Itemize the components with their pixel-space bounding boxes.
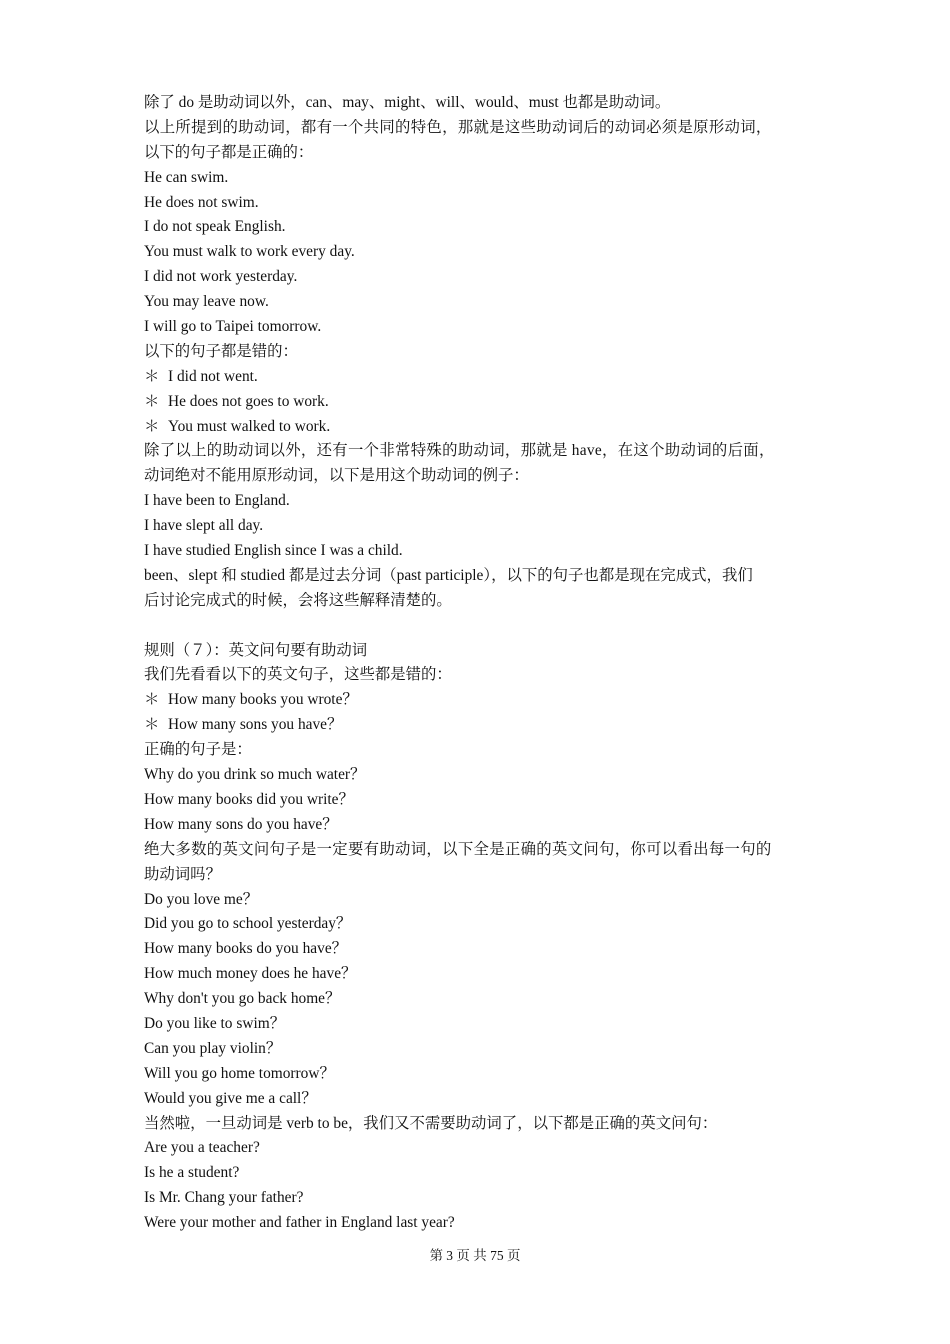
blank-line (144, 614, 812, 639)
example-sentence: Do you love me？ (144, 890, 259, 908)
example-sentence: Did you go to school yesterday？ (144, 915, 352, 933)
example-sentence: You may leave now. (144, 293, 269, 311)
document-body (144, 91, 812, 1236)
example-sentence: Why don't you go back home？ (144, 990, 341, 1008)
example-sentence: Would you give me a call？ (144, 1089, 317, 1107)
example-sentence: He can swim. (144, 168, 229, 186)
wrong-example (144, 713, 812, 738)
example-sentence: I did not work yesterday. (144, 268, 298, 286)
wrong-example (144, 390, 812, 415)
example-sentence: He does not swim. (144, 193, 259, 211)
text-line: 助动词吗？ (144, 865, 221, 883)
example-sentence: Will you go home tomorrow？ (144, 1064, 335, 1082)
example-sentence: I have slept all day. (144, 517, 264, 535)
example-sentence: How many books do you have？ (144, 940, 348, 958)
text-line: 以下的句子都是正确的： (144, 143, 314, 161)
asterisk-icon: ＊ (144, 691, 160, 709)
asterisk-icon: ＊ (144, 716, 160, 734)
section-heading: 规则（７）：英文问句要有助动词 (144, 641, 368, 659)
text-line: been、slept 和 studied 都是过去分词（past participle），以下的句子也都是现在完成式，我们 (144, 566, 753, 584)
wrong-example (144, 415, 812, 440)
example-sentence: Is Mr. Chang your father? (144, 1189, 304, 1207)
example-sentence: You must walk to work every day. (144, 243, 355, 261)
text-line: 绝大多数的英文问句子是一定要有助动词，以下全是正确的英文问句，你可以看出每一句的 (144, 840, 772, 858)
example-sentence: I have studied English since I was a child. (144, 542, 403, 560)
example-sentence: I have been to England. (144, 492, 290, 510)
wrong-sentence: You must walked to work. (168, 417, 331, 435)
text-line: 以上所提到的助动词，都有一个共同的特色，那就是这些助动词后的动词必须是原形动词， (144, 118, 772, 136)
example-sentence: How many sons do you have？ (144, 815, 338, 833)
asterisk-icon: ＊ (144, 367, 160, 385)
wrong-example (144, 365, 812, 390)
text-line: 以下的句子都是错的： (144, 342, 298, 360)
example-sentence: I do not speak English. (144, 218, 286, 236)
text-line: 除了 do 是助动词以外，can、may、might、will、would、must 也都是助动词。 (144, 94, 671, 111)
example-sentence: Were your mother and father in England last year? (144, 1214, 455, 1232)
text-line: 当然啦，一旦动词是 verb to be，我们又不需要助动词了，以下都是正确的英文问句： (144, 1114, 718, 1132)
asterisk-icon: ＊ (144, 417, 160, 435)
example-sentence: How many books did you write？ (144, 790, 354, 808)
wrong-sentence: How many sons you have？ (168, 716, 343, 734)
text-line: 正确的句子是： (144, 741, 252, 759)
wrong-sentence: He does not goes to work. (168, 392, 329, 410)
wrong-example (144, 688, 812, 713)
example-sentence: Can you play violin？ (144, 1039, 282, 1057)
wrong-sentence: I did not went. (168, 367, 258, 385)
example-sentence: How much money does he have？ (144, 965, 357, 983)
example-sentence: Is he a student? (144, 1164, 240, 1182)
example-sentence: Why do you drink so much water？ (144, 766, 366, 784)
example-sentence: Do you like to swim？ (144, 1014, 286, 1032)
text-line: 后讨论完成式的时候，会将这些解释清楚的。 (144, 591, 452, 609)
text-line: 动词绝对不能用原形动词，以下是用这个助动词的例子： (144, 467, 529, 485)
wrong-sentence: How many books you wrote？ (168, 691, 358, 709)
example-sentence: Are you a teacher? (144, 1139, 260, 1157)
text-line: 除了以上的助动词以外，还有一个非常特殊的助动词，那就是 have，在这个助动词的后面， (144, 442, 775, 460)
text-line: 我们先看看以下的英文句子，这些都是错的： (144, 666, 452, 684)
page-footer: 第 3 页 共 75 页 (429, 1248, 521, 1263)
asterisk-icon: ＊ (144, 392, 160, 410)
example-sentence: I will go to Taipei tomorrow. (144, 318, 322, 336)
